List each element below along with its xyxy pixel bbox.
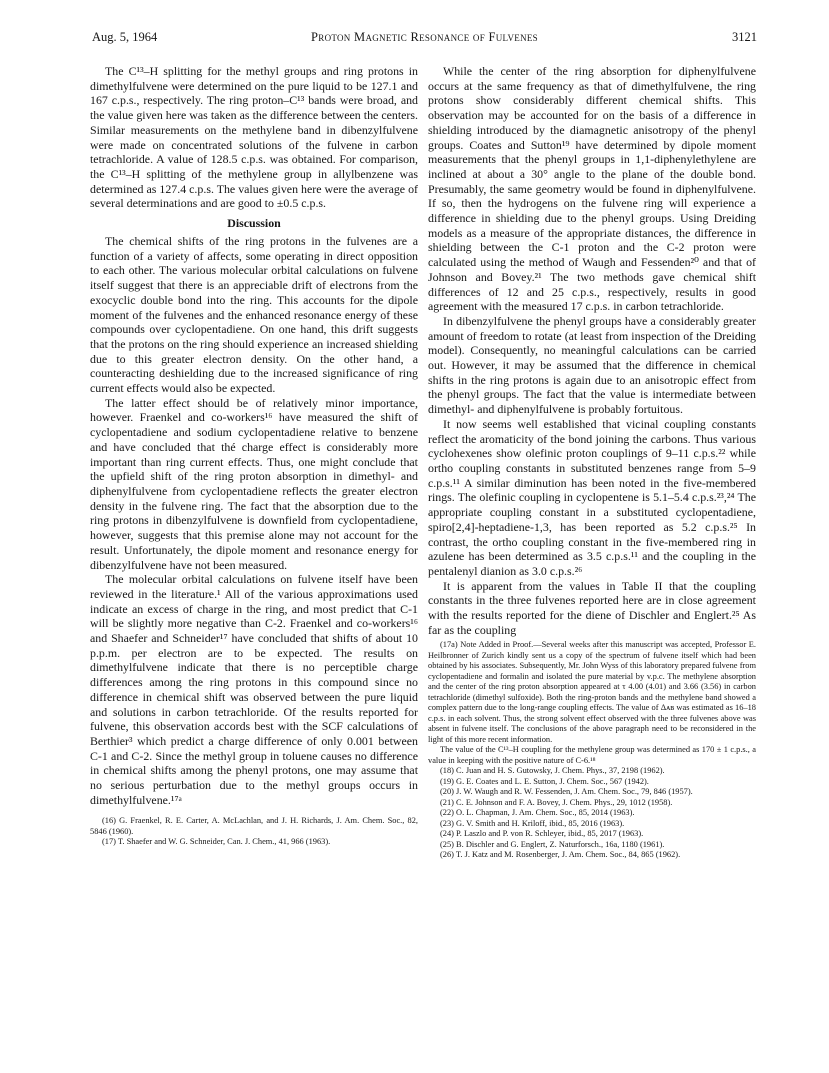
running-header — [92, 30, 757, 48]
left-footnotes — [90, 816, 418, 848]
footnote-23: (23) G. V. Smith and H. Kriloff, ibid., 85, 2016 (1963). — [440, 818, 625, 828]
left-paragraph-3: The latter effect should be of relatively minor importance, however. Fraenkel and co-workers¹⁶ have measured the shift of cyclopentadiene and sodium cyclopentadiene relative to benzene and have concluded that thé charge effect is considerably more important than ring current effects. Thus, one might conclude that the upfield shift of the ring proton absorption in dimethyl- and diphenylfulvene from cyclopentadiene reflects the greater electron density in the fulvene ring. The fact that the absorption due to the ring protons in dibenzylfulvene is downfield from cyclopentadiene, however, suggests that this premise alone may not account for the result. Unfortunately, the dipole moment and resonance energy for dibenzylfulvene have not been measured. — [90, 395, 418, 572]
right-paragraph-1: While the center of the ring absorption for diphenylfulvene occurs at the same frequency as that of dimethylfulvene, the ring protons show considerably different chemical shifts. This observation may be accounted for on the basis of a difference in shielding introduced by the diamagnetic anisotropy of the phenyl groups. Coates and Sutton¹⁹ have determined by dipole moment measurements that the phenyl groups in 1,1-diphenylethylene are inclined at about a 30° angle to the plane of the double bond. Presumably, the same geometry would be found in diphenylfulvene. If so, then the hydrogens on the fulvene ring will experience a difference in shielding due to the phenyl groups. Using Dreiding models as a measure of the appropriate distances, the difference in shielding between the C-1 proton and the C-2 proton were calculated using the method of Waugh and Fessenden²⁰ and that of Johnson and Bovey.²¹ The two methods gave chemical shift differences of 12 and 25 c.p.s., respectively, results in good agreement with the measured 17 c.p.s. in carbon tetrachloride. — [428, 64, 756, 314]
left-paragraph-1: The C¹³–H splitting for the methyl groups and ring protons in dimethylfulvene were determined on the pure liquid to be 127.1 and 167 c.p.s., respectively. The ring proton–C¹³ bands were broad, and the value given here was taken as the difference between the centers. Similar measurements on the methylene band in dibenzylfulvene were made on concentrated solutions of the fulvene in carbon tetrachloride. A value of 128.5 c.p.s. was obtained. For comparison, the C¹³–H splitting of the methylene group in allylbenzene was determined as 127.4 c.p.s. The values given here were the average of several determinations and are good to ±0.5 c.p.s. — [90, 64, 418, 211]
right-paragraph-4: It is apparent from the values in Table II that the coupling constants in the three fulvenes reported here are in close agreement with the results reported for the diene of Dischler and Englert.²⁵ As far as the coupling — [428, 578, 756, 637]
right-paragraph-3: It now seems well established that vicinal coupling constants reflect the aromaticity of the bond joining the carbons. Thus various cyclohexenes show olefinic proton couplings of 9–11 c.p.s.²² while ortho coupling constants in substituted benzenes range from 5–9 c.p.s.¹¹ A similar diminution has been noted in the five-membered rings. The olefinic coupling in cyclopentene is 5.1–5.4 c.p.s.²³,²⁴ The appropriate coupling constant in a substituted cyclopentadiene, spiro[2,4]-heptadiene-1,3, has been reported as 5.2 c.p.s.²⁵ In contrast, the ortho coupling constant in the five-membered ring in azulene has been determined as 3.5 c.p.s.¹¹ and the coupling in the pentalenyl dianion as 3.0 c.p.s.²⁶ — [428, 416, 756, 578]
footnote-26: (26) T. J. Katz and M. Rosenberger, J. Am. Chem. Soc., 84, 865 (1962). — [440, 850, 681, 860]
left-paragraph-4: The molecular orbital calculations on fulvene itself have been reviewed in the literature.¹ All of the various approximations used indicate an excess of charge in the ring, and most predict that C-1 will be slightly more negative than C-2. Fraenkel and co-workers¹⁶ and Shaefer and Schneider¹⁷ have concluded that shifts of about 10 p.p.m. per electron are to be expected. The results on dimethylfulvene indicate that there is no perceptible charge differences among the ring protons in this compound since no difference in chemical shift was observed between the pure liquid and solutions in carbon tetrachloride. Of the results reported for fulvene, this observation accords best with the SCF calculations of Berthier³ which predict a charge difference of only 0.001 between C-1 and C-2. Since the methyl group in toluene causes no difference in chemical shifts among the phenyl protons, one may assume that no serious perturbation due to the methyl groups occurs in dimethylfulvene.¹⁷ᵃ — [90, 572, 418, 807]
footnote-19: (19) G. E. Coates and L. E. Sutton, J. Chem. Soc., 567 (1942). — [440, 776, 649, 786]
footnote-20: (20) J. W. Waugh and R. W. Fessenden, J. Am. Chem. Soc., 79, 846 (1957). — [440, 787, 693, 797]
note-added-in-proof — [428, 640, 756, 766]
right-paragraph-2: In dibenzylfulvene the phenyl groups have a considerably greater amount of freedom to rotate (at least from inspection of the Dreiding model). Consequently, no meaningful calculations can be carried out. However, it may be assumed that the difference in chemical shifts in the ring protons is again due to an anisotropic effect from the phenyl groups. The fact that the value is intermediate between dimethyl- and diphenylfulvene is probably fortuitous. — [428, 313, 756, 417]
footnote-21: (21) C. E. Johnson and F. A. Bovey, J. Chem. Phys., 29, 1012 (1958). — [440, 797, 673, 807]
note-17a: (17a) Note Added in Proof.—Several weeks after this manuscript was accepted, Professor E. Heilbronner of Zurich kindly sent us a copy of the spectrum of fulvene itself which had been obtained by his associates. Subsequently, Mr. John Wyss of this laboratory prepared fulvene from cyclopentadiene and formalin and isolated the pure material by v.p.c. The methylene absorption and the center of the ring proton absorption appeared at τ 4.00 (4.01) and 3.66 (3.56) in carbon tetrachloride (dimethyl sulfoxide). Both the ring-proton bands and the methylene band showed a complex pattern due to the long-range coupling effects. The value of Δᴀʙ was estimated as 16–18 c.p.s. in each solvent. Thus, the strong solvent effect observed with the three fulvenes above was absent in fulvene itself. The conclusions of the above paragraph need to be reconsidered in the light of this more recent information. — [428, 640, 756, 744]
footnote-17: (17) T. Shaefer and W. G. Schneider, Can. J. Chem., 41, 966 (1963). — [102, 837, 331, 847]
right-column — [428, 64, 756, 861]
note-17a-continued: The value of the C¹³–H coupling for the methylene group was determined as 170 ± 1 c.p.s., a value in keeping with the positive nature of C-6.¹⁸ — [428, 745, 756, 765]
header-title: Proton Magnetic Resonance of Fulvenes — [311, 30, 538, 44]
left-column — [90, 64, 418, 848]
footnote-16: (16) G. Fraenkel, R. E. Carter, A. McLachlan, and J. H. Richards, J. Am. Chem. Soc., 82, 5846 (1960). — [90, 816, 418, 836]
footnote-24: (24) P. Laszlo and P. von R. Schleyer, ibid., 85, 2017 (1963). — [440, 829, 644, 839]
section-heading-discussion: Discussion — [227, 216, 281, 231]
header-page-number: 3121 — [732, 30, 757, 44]
footnote-22: (22) O. L. Chapman, J. Am. Chem. Soc., 85, 2014 (1963). — [440, 808, 635, 818]
header-date: Aug. 5, 1964 — [92, 30, 158, 44]
right-footnotes — [428, 766, 756, 861]
left-paragraph-2: The chemical shifts of the ring protons in the fulvenes are a function of a variety of affects, some operating in direct opposition to each other. The various molecular orbital calculations on fulvene itself suggest that there is an appreciable drift of electrons from the exocyclic double bond into the ring. This accounts for the dipole moment of the fulvenes and the enhanced resonance energy of these compounds over cyclopentadiene. On one hand, this drift suggests that the protons on the ring should experience an increased shielding due to this greater electron density. On the other hand, a counteracting deshielding due to the increased significance of ring current effects would also be expected. — [90, 234, 418, 396]
footnote-18: (18) C. Juan and H. S. Gutowsky, J. Chem. Phys., 37, 2198 (1962). — [440, 766, 665, 776]
footnote-25: (25) B. Dischler and G. Englert, Z. Naturforsch., 16a, 1180 (1961). — [440, 839, 665, 849]
